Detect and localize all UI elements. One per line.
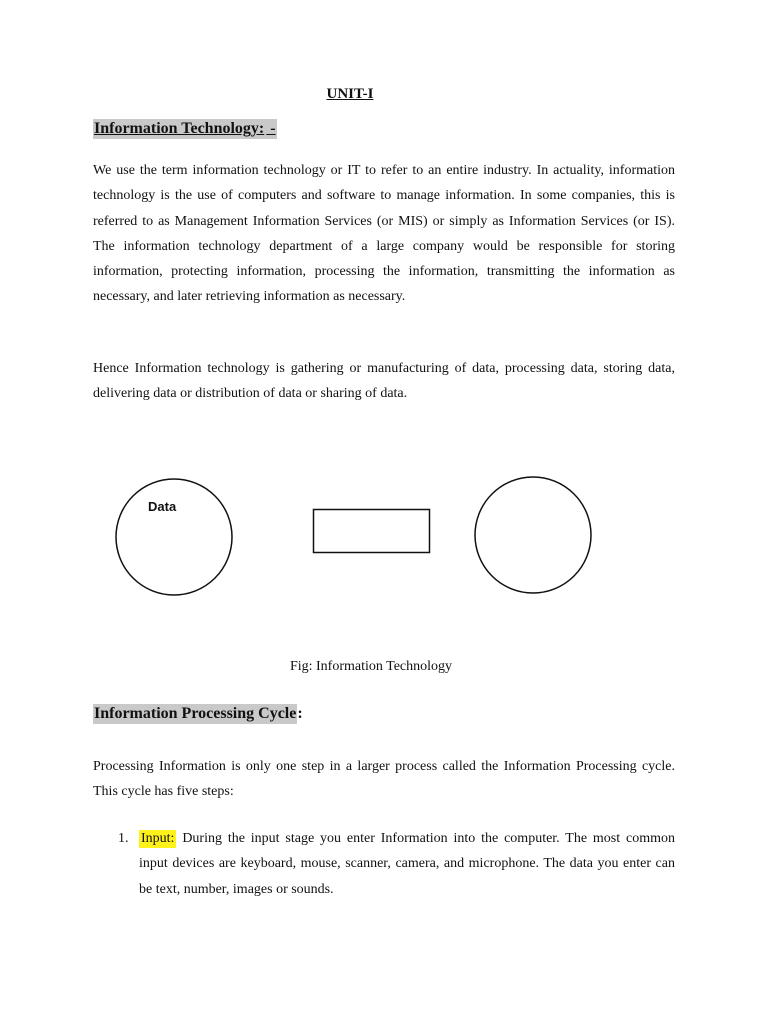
- heading-highlight: Information Technology:: [94, 120, 265, 137]
- figure-caption: Fig: Information Technology: [289, 659, 453, 674]
- heading-suffix: -: [266, 120, 276, 137]
- section-heading-processing-cycle: [93, 705, 303, 723]
- list-item: [93, 826, 675, 902]
- process-box: [314, 510, 430, 553]
- data-circle: [116, 479, 232, 595]
- data-label: Data: [148, 499, 177, 514]
- unit-title: UNIT-I: [326, 86, 374, 102]
- paragraph-it-definition: We use the term information technology or IT to refer to an entire industry. In actuality, information technology is the use of computers and software to manage information. In some companies, this is referred to as Management Information Services (or MIS) or simply as Information Services (or IS). The information technology department of a large company would be responsible for storing information, protecting information, processing the information, transmitting the information as necessary, and later retrieving information as necessary.: [93, 163, 675, 305]
- heading-suffix: :: [297, 705, 303, 722]
- step-term: Input:: [141, 831, 175, 846]
- output-circle: [475, 477, 591, 593]
- step-description: During the input stage you enter Information into the computer. The most common input devices are keyboard, mouse, scanner, camera, and microphone. The data you enter can be text, number, images or sounds.: [139, 831, 675, 897]
- paragraph-processing-intro: Processing Information is only one step in a larger process called the Information Processing cycle. This cycle has five steps:: [93, 759, 675, 800]
- processing-steps-list: [93, 826, 675, 902]
- list-number: 1.: [118, 831, 129, 846]
- heading-highlight: Information Processing Cycle: [94, 705, 297, 722]
- paragraph-it-summary: Hence Information technology is gathering or manufacturing of data, processing data, storing data, delivering data or distribution of data or sharing of data.: [93, 361, 675, 402]
